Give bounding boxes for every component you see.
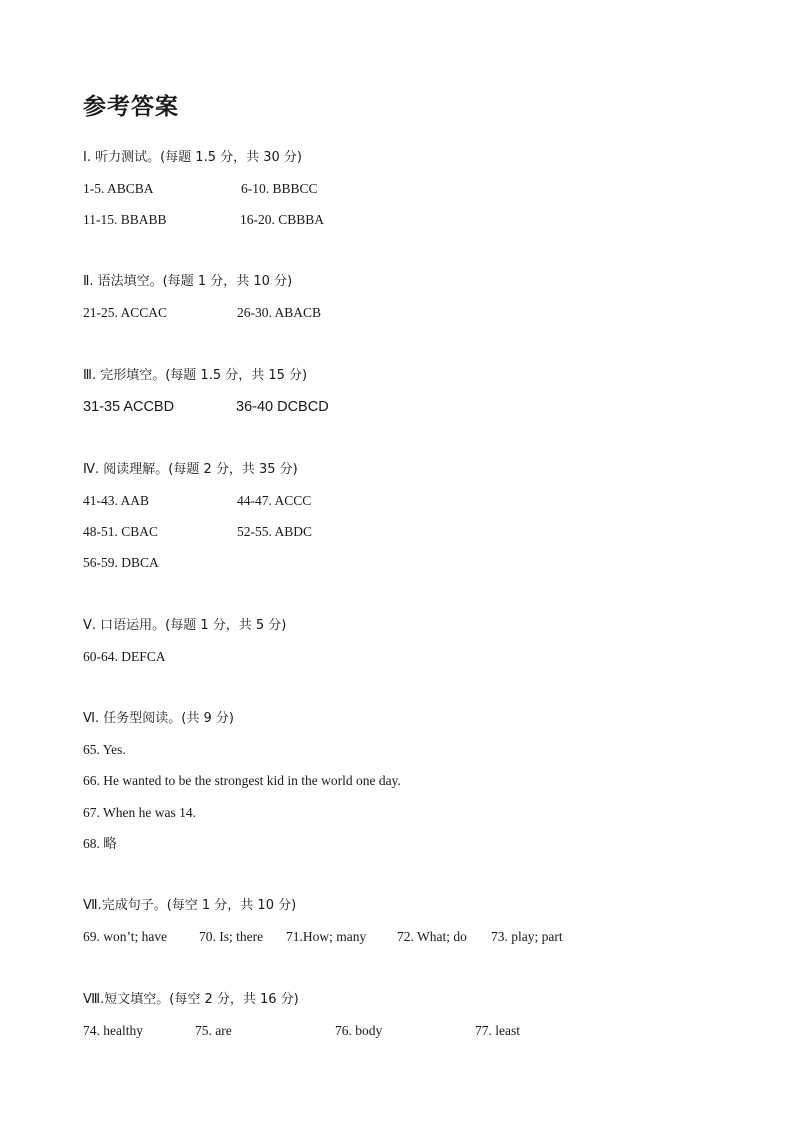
answer-cell: 71.How; many xyxy=(286,929,367,944)
answer-cell: 41-43. AAB xyxy=(83,493,150,508)
section-heading-cloze: Ⅲ. 完形填空。(每题 1.5 分，共 15 分) xyxy=(83,368,308,383)
section-heading-reading: Ⅳ. 阅读理解。(每题 2 分，共 35 分) xyxy=(83,462,298,477)
answer-cell: 70. Is; there xyxy=(199,929,264,944)
answer-cell: 11-15. BBABB xyxy=(83,212,167,227)
answer-cell: 77. least xyxy=(475,1023,520,1038)
answer-cell: 67. When he was 14. xyxy=(83,805,196,820)
answer-cell: 68. 略 xyxy=(83,836,117,851)
answer-cell: 26-30. ABACB xyxy=(237,305,322,320)
answer-cell: 31-35 ACCBD xyxy=(83,399,175,415)
answer-cell: 74. healthy xyxy=(83,1023,143,1038)
answer-cell: 60-64. DEFCA xyxy=(83,649,166,664)
answer-cell: 36-40 DCBCD xyxy=(236,399,329,415)
answer-cell: 56-59. DBCA xyxy=(83,555,159,570)
section-heading-sentences: Ⅶ.完成句子。(每空 1 分，共 10 分) xyxy=(83,898,297,913)
answer-cell: 48-51. CBAC xyxy=(83,524,159,539)
answer-cell: 73. play; part xyxy=(491,929,563,944)
answer-cell: 75. are xyxy=(195,1023,232,1038)
answer-cell: 76. body xyxy=(335,1023,383,1038)
answer-cell: 72. What; do xyxy=(397,929,467,944)
section-heading-passage-fill: Ⅷ.短文填空。(每空 2 分，共 16 分) xyxy=(83,992,299,1007)
answer-cell: 16-20. CBBBA xyxy=(240,212,325,227)
section-heading-grammar: Ⅱ. 语法填空。(每题 1 分，共 10 分) xyxy=(83,274,293,289)
answer-cell: 6-10. BBBCC xyxy=(241,181,318,196)
section-heading-task-reading: Ⅵ. 任务型阅读。(共 9 分) xyxy=(83,711,234,726)
answer-cell: 1-5. ABCBA xyxy=(83,181,154,196)
section-heading-listening: Ⅰ. 听力测试。(每题 1.5 分，共 30 分) xyxy=(83,150,302,165)
answer-cell: 69. won’t; have xyxy=(83,929,168,944)
answer-cell: 65. Yes. xyxy=(83,742,126,757)
answer-cell: 21-25. ACCAC xyxy=(83,305,168,320)
answer-cell: 52-55. ABDC xyxy=(237,524,313,539)
answer-cell: 44-47. ACCC xyxy=(237,493,312,508)
answer-cell: 66. He wanted to be the strongest kid in the world one day. xyxy=(83,773,401,788)
page-title: 参考答案 xyxy=(83,94,179,120)
section-heading-oral: Ⅴ. 口语运用。(每题 1 分，共 5 分) xyxy=(83,618,287,633)
